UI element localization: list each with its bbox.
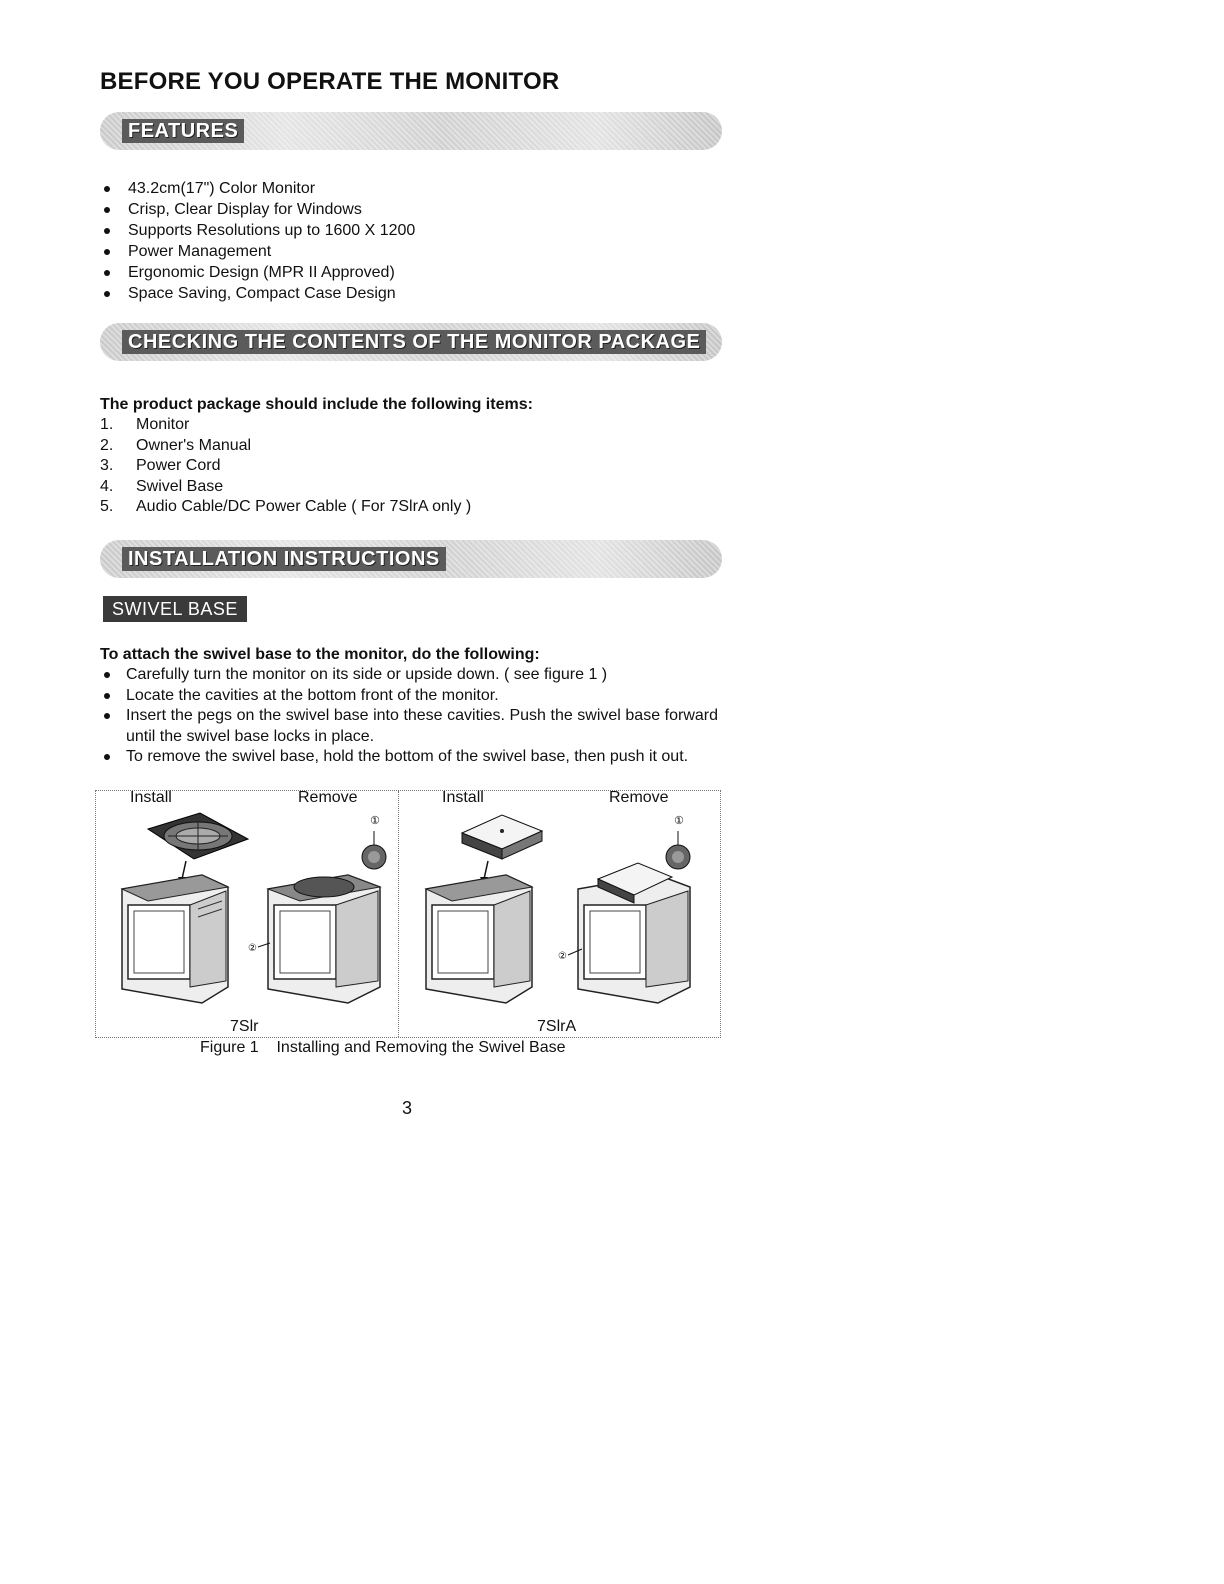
remove-label-right: Remove <box>609 789 669 806</box>
monitor-with-base-icon <box>268 875 380 1003</box>
page-number: 3 <box>402 1098 413 1118</box>
installation-step: Carefully turn the monitor on its side or upside down. ( see figure 1 ) <box>100 665 718 686</box>
marker-1-right: ① <box>674 814 684 827</box>
package-lead: The product package should include the following items: <box>100 396 533 413</box>
package-item-number: 3. <box>100 457 114 475</box>
install-label-left: Install <box>130 789 172 806</box>
figure-divider <box>398 791 399 1037</box>
marker-1-left: ① <box>370 814 380 827</box>
features-item: 43.2cm(17") Color Monitor <box>100 178 415 199</box>
swivel-base-tag: SWIVEL BASE <box>103 596 247 622</box>
package-item-text: Power Cord <box>136 457 221 475</box>
package-item-text: Monitor <box>136 416 190 433</box>
package-item <box>100 456 471 477</box>
installation-step: To remove the swivel base, hold the bottom of the swivel base, then push it out. <box>100 747 718 768</box>
features-heading: FEATURES <box>122 119 244 143</box>
package-item <box>100 497 471 518</box>
features-item: Crisp, Clear Display for Windows <box>100 199 415 220</box>
model-label-right: 7SlrA <box>537 1018 577 1035</box>
marker-2-left: ② <box>248 943 257 954</box>
package-item-text: Audio Cable/DC Power Cable ( For 7SlrA only ) <box>136 498 472 516</box>
package-item <box>100 477 471 498</box>
features-banner <box>100 112 722 150</box>
package-item-number: 4. <box>100 477 114 495</box>
package-item-text: Owner's Manual <box>136 436 252 454</box>
features-item: Ergonomic Design (MPR II Approved) <box>100 262 415 283</box>
installation-lead: To attach the swivel base to the monitor, do the following: <box>100 646 540 663</box>
monitor-upside-down-icon <box>122 875 228 1003</box>
install-label-right: Install <box>442 789 484 806</box>
package-item-number: 2. <box>100 436 114 454</box>
package-item-number: 1. <box>100 416 114 433</box>
package-heading: CHECKING THE CONTENTS OF THE MONITOR PACKAGE <box>122 330 706 354</box>
features-item: Power Management <box>100 241 415 262</box>
model-label-left: 7Slr <box>230 1018 259 1035</box>
monitor-upside-down-icon <box>426 875 532 1003</box>
package-item <box>100 436 471 457</box>
monitor-7slr-illustration <box>98 809 398 1019</box>
installation-step: Locate the cavities at the bottom front of the monitor. <box>100 686 718 707</box>
figure-caption: Figure 1 Installing and Removing the Swivel Base <box>200 1039 566 1056</box>
installation-steps <box>100 665 718 768</box>
features-list <box>100 178 415 304</box>
package-item-number: 5. <box>100 498 114 516</box>
installation-heading: INSTALLATION INSTRUCTIONS <box>122 547 446 571</box>
monitor-with-base-icon <box>578 863 690 1003</box>
features-item: Supports Resolutions up to 1600 X 1200 <box>100 220 415 241</box>
package-item-text: Swivel Base <box>136 477 224 495</box>
package-banner <box>100 323 722 361</box>
installation-banner <box>100 540 722 578</box>
swivel-base-icon <box>148 813 248 859</box>
remove-label-left: Remove <box>298 789 358 806</box>
package-item <box>100 415 471 436</box>
installation-step: Insert the pegs on the swivel base into these cavities. Push the swivel base forward until the swivel base locks in place. <box>100 706 718 747</box>
marker-2-right: ② <box>558 951 567 962</box>
features-item: Space Saving, Compact Case Design <box>100 283 415 304</box>
figure-1 <box>95 790 721 1038</box>
package-list <box>100 415 471 518</box>
page-title: BEFORE YOU OPERATE THE MONITOR <box>100 68 560 95</box>
monitor-7slra-illustration <box>402 809 712 1019</box>
swivel-base-square-icon <box>462 815 542 859</box>
